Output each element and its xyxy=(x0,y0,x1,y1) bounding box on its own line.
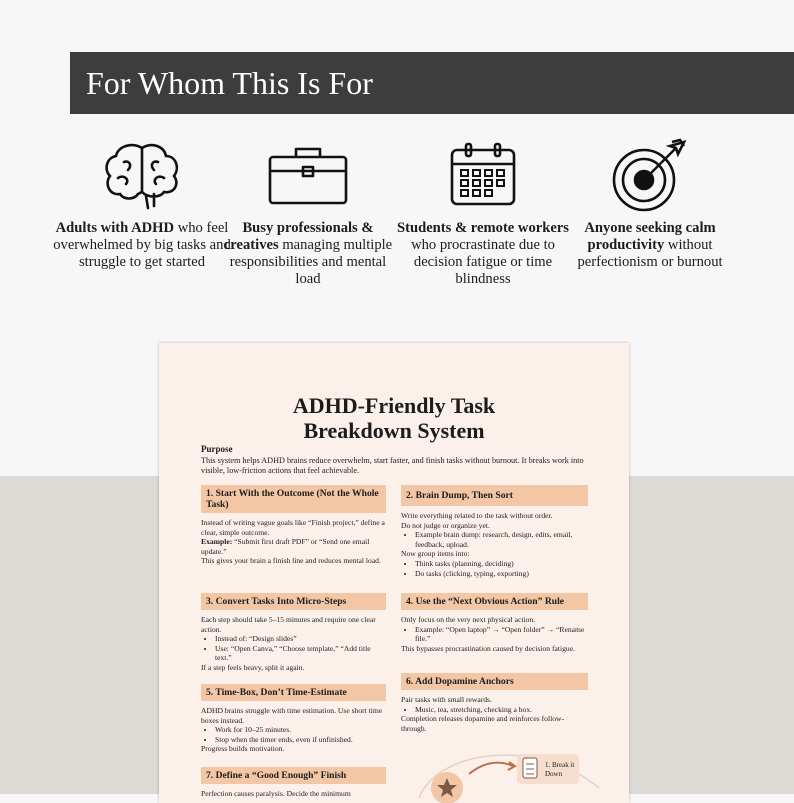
audience-calm-productivity xyxy=(560,130,740,271)
section-5: 5. Time-Box, Don’t Time-Estimate ADHD brains struggle with time estimation. Use short time boxes instead. • Work for 10–25 minutes. • Stop when the timer ends, even if unfinished. Progress builds motivation. xyxy=(201,684,386,754)
audience-bold: Students & remote workers xyxy=(397,220,569,236)
audience-desc: without perfectionism or burnout xyxy=(577,237,723,270)
briefcase-icon xyxy=(218,130,398,220)
audience-bold: Anyone seeking calm productivity xyxy=(584,220,716,253)
section-4: 4. Use the “Next Obvious Action” Rule Only focus on the very next physical action. • Example: “Open laptop” → “Open folder” → “Rename file.” This bypasses procrastination caused by decision fatigue. xyxy=(401,593,588,653)
audience-professionals xyxy=(218,130,398,288)
section-1: 1. Start With the Outcome (Not the Whole Task) Instead of writing vague goals like “Finish project,” define a clear, simple outcome. Example: “Submit first draft PDF” or “Send one email update.” This gives your brain a finish line and reduces mental load. xyxy=(201,485,386,566)
section-heading: 3. Convert Tasks Into Micro-Steps xyxy=(201,593,386,610)
audience-desc: who feel overwhelmed by big tasks and struggle to get started xyxy=(53,220,231,270)
audience-students xyxy=(393,130,573,288)
page-title: For Whom This Is For xyxy=(70,52,794,114)
section-heading: 5. Time-Box, Don’t Time-Estimate xyxy=(201,684,386,701)
document-preview xyxy=(159,343,629,803)
purpose-text: This system helps ADHD brains reduce overwhelm, start faster, and finish tasks without burnout. It breaks work into visible, low-friction actions that feel achievable. xyxy=(201,456,584,475)
section-3: 3. Convert Tasks Into Micro-Steps Each step should take 5–15 minutes and require one clear action. • Instead of: “Design slides” • Use: “Open Canva,” “Choose template,” “Add title text.” If a step feels heavy, split it again. xyxy=(201,593,386,673)
section-heading: 1. Start With the Outcome (Not the Whole Task) xyxy=(201,485,386,513)
audience-bold: Busy professionals & creatives xyxy=(223,220,374,253)
calendar-icon xyxy=(393,130,573,220)
section-heading: 7. Define a “Good Enough” Finish xyxy=(201,767,386,784)
audience-desc: managing multiple responsibilities and mental load xyxy=(229,237,393,287)
section-heading: 4. Use the “Next Obvious Action” Rule xyxy=(401,593,588,610)
brain-icon xyxy=(52,130,232,220)
section-7: 7. Define a “Good Enough” Finish Perfection causes paralysis. Decide the minimum xyxy=(201,767,386,799)
audience-adhd-adults xyxy=(52,130,232,271)
diagram-step-label: 1. Break it Down xyxy=(545,761,575,778)
doc-title: ADHD-Friendly Task Breakdown System xyxy=(292,393,496,443)
section-6: 6. Add Dopamine Anchors Pair tasks with small rewards. • Music, tea, stretching, checking a box. Completion releases dopamine and reinforces follow-through. xyxy=(401,673,588,733)
audience-desc: who procrastinate due to decision fatigue or time blindness xyxy=(411,237,555,287)
purpose-heading: Purpose xyxy=(201,444,233,454)
target-icon xyxy=(560,130,740,220)
section-2: 2. Brain Dump, Then Sort Write everything related to the task without order. Do not judge or organize yet. • Example brain dump: research, design, edits, email, feedback, upload. Now group items into: • Think tasks (planning, deciding) • Do tasks (clicking, typing, exporting) xyxy=(401,485,588,578)
section-heading: 6. Add Dopamine Anchors xyxy=(401,673,588,690)
section-heading: 2. Brain Dump, Then Sort xyxy=(401,485,588,506)
audience-bold: Adults with ADHD xyxy=(55,220,175,236)
